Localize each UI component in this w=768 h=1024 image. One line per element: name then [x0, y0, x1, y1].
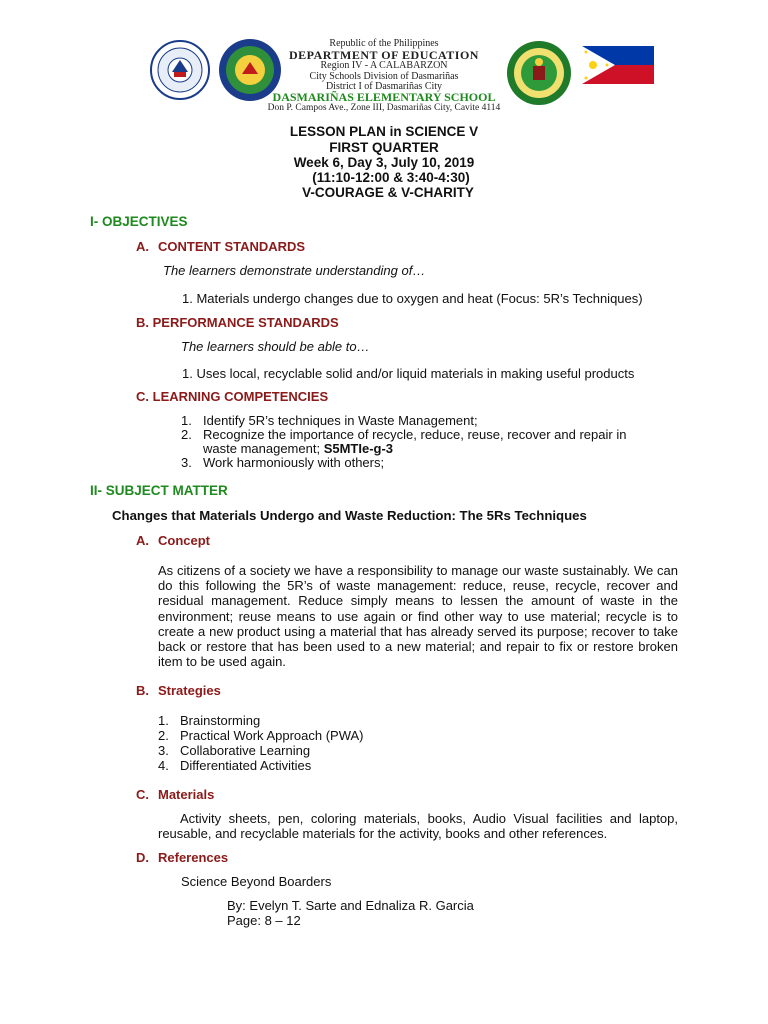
title-line-4: (11:10-12:00 & 3:40-4:30) — [312, 170, 470, 185]
performance-standards-item: 1. Uses local, recyclable solid and/or liquid materials in making useful products — [182, 366, 635, 381]
materials-letter: C. — [136, 787, 149, 802]
list-item: waste management; S5MTIe-g-3 — [203, 441, 394, 456]
subject-matter-heading: II- SUBJECT MATTER — [90, 483, 228, 498]
concept-heading — [136, 533, 210, 548]
list-item: 4. Differentiated Activities — [158, 758, 312, 773]
competency-code: S5MTIe-g-3 — [323, 441, 394, 456]
header-republic: Republic of the Philippines — [329, 38, 439, 49]
list-item: 1. Brainstorming — [158, 713, 261, 728]
header-district: District I of Dasmariñas City — [325, 81, 443, 92]
reference-pages: Page: 8 – 12 — [227, 913, 301, 928]
list-item: 3. Collaborative Learning — [158, 743, 311, 758]
learning-competencies-label: LEARNING COMPETENCIES — [152, 389, 329, 404]
performance-standards-letter: B. — [136, 315, 149, 330]
strategies-letter: B. — [136, 683, 149, 698]
performance-standards-intro: The learners should be able to… — [181, 339, 370, 354]
list-item: 3. Work harmoniously with others; — [181, 455, 385, 470]
materials-heading — [136, 787, 214, 802]
header-division: City Schools Division of Dasmariñas — [309, 71, 459, 82]
content-standards-heading — [136, 239, 305, 254]
header-region: Region IV - A CALABARZON — [320, 60, 448, 71]
objectives-heading: I- OBJECTIVES — [90, 214, 188, 229]
materials-paragraph: Activity sheets, pen, coloring materials, books, Audio Visual facilities and laptop, reusable, and recyclable materials for the activity, books and other references. — [158, 811, 678, 842]
list-item: 1. Identify 5R’s techniques in Waste Management; — [181, 413, 478, 428]
performance-standards-label: PERFORMANCE STANDARDS — [152, 315, 339, 330]
references-heading — [136, 850, 228, 865]
title-line-2: FIRST QUARTER — [329, 140, 439, 155]
concept-paragraph: As citizens of a society we have a responsibility to manage our waste sustainably. We can do this following the 5R’s of waste management: reduce, reuse, recycle, recover and residual management. Reduce simply means to lessen the amount of waste in the environment; reuse means to use again or find other way to use material; recycle is to create a new product using a material that has already served its purpose; recover to take back or restore that has been used to a new material; and repair to fix or restore broken item to be used again. — [158, 563, 678, 670]
learning-competencies-letter: C. — [136, 389, 149, 404]
learning-competencies-heading — [136, 389, 328, 404]
references-letter: D. — [136, 850, 149, 865]
strategies-label: Strategies — [158, 683, 221, 698]
reference-book-title: Science Beyond Boarders — [181, 874, 332, 889]
header-department: DEPARTMENT OF EDUCATION — [289, 48, 479, 62]
materials-label: Materials — [158, 787, 215, 802]
reference-authors: By: Evelyn T. Sarte and Ednaliza R. Garcia — [227, 898, 474, 913]
content-standards-intro: The learners demonstrate understanding of… — [163, 263, 426, 278]
list-item: 2. Recognize the importance of recycle, reduce, reuse, recover and repair in — [181, 427, 627, 442]
content-standards-item: 1. Materials undergo changes due to oxygen and heat (Focus: 5R’s Techniques) — [182, 291, 643, 306]
content-standards-label: CONTENT STANDARDS — [158, 239, 306, 254]
performance-standards-heading — [136, 315, 339, 330]
content-standards-letter: A. — [136, 239, 149, 254]
subject-matter-topic: Changes that Materials Undergo and Waste Reduction: The 5Rs Techniques — [112, 508, 587, 523]
header-address: Don P. Campos Ave., Zone III, Dasmariñas City, Cavite 4114 — [267, 103, 501, 113]
strategies-heading — [136, 683, 221, 698]
references-label: References — [158, 850, 229, 865]
header-school: DASMARIÑAS ELEMENTARY SCHOOL — [272, 90, 496, 104]
concept-letter: A. — [136, 533, 149, 548]
title-line-5: V-COURAGE & V-CHARITY — [302, 185, 474, 200]
title-line-1: LESSON PLAN in SCIENCE V — [289, 124, 479, 139]
list-item: 2. Practical Work Approach (PWA) — [158, 728, 364, 743]
title-line-3: Week 6, Day 3, July 10, 2019 — [293, 155, 475, 170]
concept-label: Concept — [158, 533, 210, 548]
